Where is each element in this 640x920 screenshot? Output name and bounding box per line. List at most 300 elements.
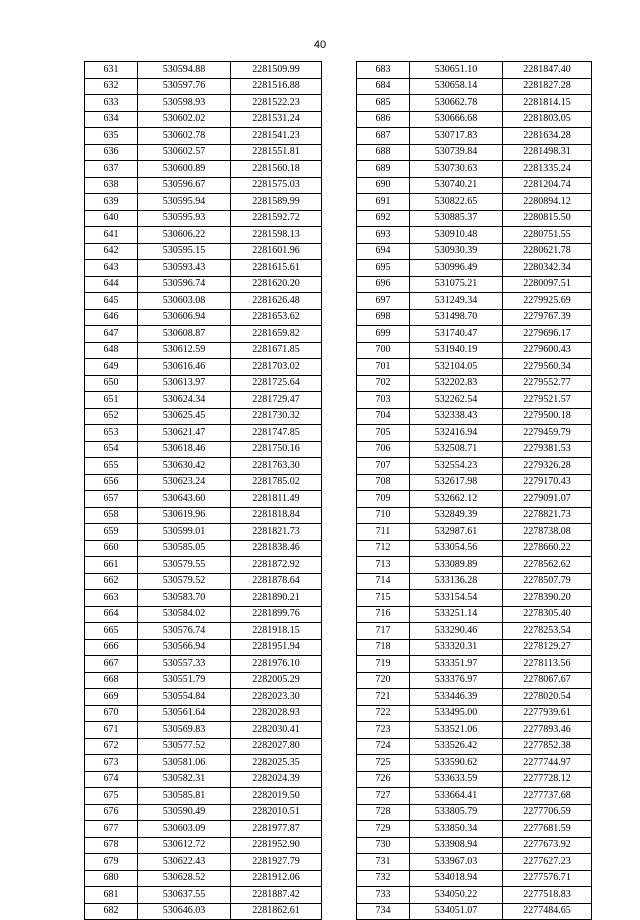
y-coordinate-cell: 2277893.46 [503, 722, 592, 739]
y-coordinate-cell: 2281730.32 [231, 408, 322, 425]
y-coordinate-cell: 2281522.23 [231, 95, 322, 112]
point-number-cell: 690 [357, 177, 410, 194]
x-coordinate-cell: 530594.88 [138, 62, 231, 79]
point-number-cell: 727 [357, 788, 410, 805]
point-number-cell: 656 [85, 474, 138, 491]
table-row [85, 392, 322, 409]
y-coordinate-cell: 2281541.23 [231, 128, 322, 145]
x-coordinate-cell: 534050.22 [410, 887, 503, 904]
y-coordinate-cell: 2279521.57 [503, 392, 592, 409]
point-number-cell: 692 [357, 210, 410, 227]
table-row [85, 606, 322, 623]
y-coordinate-cell: 2280621.78 [503, 243, 592, 260]
y-coordinate-cell: 2282028.93 [231, 705, 322, 722]
coordinates-table-left [84, 61, 322, 920]
x-coordinate-cell: 530554.84 [138, 689, 231, 706]
x-coordinate-cell: 531075.21 [410, 276, 503, 293]
point-number-cell: 669 [85, 689, 138, 706]
point-number-cell: 640 [85, 210, 138, 227]
y-coordinate-cell: 2281818.84 [231, 507, 322, 524]
table-row [85, 837, 322, 854]
table-row [85, 672, 322, 689]
point-number-cell: 664 [85, 606, 138, 623]
table-row [357, 524, 592, 541]
point-number-cell: 696 [357, 276, 410, 293]
x-coordinate-cell: 530597.76 [138, 78, 231, 95]
table-row [85, 441, 322, 458]
table-row [357, 458, 592, 475]
point-number-cell: 648 [85, 342, 138, 359]
x-coordinate-cell: 530579.55 [138, 557, 231, 574]
x-coordinate-cell: 530566.94 [138, 639, 231, 656]
point-number-cell: 680 [85, 870, 138, 887]
y-coordinate-cell: 2281551.81 [231, 144, 322, 161]
point-number-cell: 631 [85, 62, 138, 79]
table-row [85, 623, 322, 640]
table-row [357, 870, 592, 887]
point-number-cell: 659 [85, 524, 138, 541]
point-number-cell: 677 [85, 821, 138, 838]
y-coordinate-cell: 2281918.15 [231, 623, 322, 640]
point-number-cell: 668 [85, 672, 138, 689]
point-number-cell: 719 [357, 656, 410, 673]
table-row [85, 408, 322, 425]
y-coordinate-cell: 2282027.80 [231, 738, 322, 755]
table-row [357, 738, 592, 755]
y-coordinate-cell: 2278562.62 [503, 557, 592, 574]
point-number-cell: 643 [85, 260, 138, 277]
y-coordinate-cell: 2282030.41 [231, 722, 322, 739]
point-number-cell: 723 [357, 722, 410, 739]
x-coordinate-cell: 533664.41 [410, 788, 503, 805]
point-number-cell: 701 [357, 359, 410, 376]
point-number-cell: 666 [85, 639, 138, 656]
point-number-cell: 638 [85, 177, 138, 194]
point-number-cell: 730 [357, 837, 410, 854]
y-coordinate-cell: 2281560.18 [231, 161, 322, 178]
x-coordinate-cell: 533967.03 [410, 854, 503, 871]
table-row [85, 309, 322, 326]
y-coordinate-cell: 2277673.92 [503, 837, 592, 854]
x-coordinate-cell: 530590.49 [138, 804, 231, 821]
table-row [85, 276, 322, 293]
y-coordinate-cell: 2278305.40 [503, 606, 592, 623]
table-row [357, 276, 592, 293]
point-number-cell: 635 [85, 128, 138, 145]
table-row [85, 95, 322, 112]
table-row [85, 821, 322, 838]
table-row [85, 738, 322, 755]
x-coordinate-cell: 530621.47 [138, 425, 231, 442]
table-row [85, 177, 322, 194]
table-row [357, 194, 592, 211]
table-row [85, 326, 322, 343]
table-row [357, 837, 592, 854]
point-number-cell: 714 [357, 573, 410, 590]
y-coordinate-cell: 2282024.39 [231, 771, 322, 788]
x-coordinate-cell: 533089.89 [410, 557, 503, 574]
point-number-cell: 633 [85, 95, 138, 112]
x-coordinate-cell: 532617.98 [410, 474, 503, 491]
y-coordinate-cell: 2281951.94 [231, 639, 322, 656]
x-coordinate-cell: 531498.70 [410, 309, 503, 326]
point-number-cell: 637 [85, 161, 138, 178]
point-number-cell: 671 [85, 722, 138, 739]
y-coordinate-cell: 2278660.22 [503, 540, 592, 557]
table-row [357, 326, 592, 343]
point-number-cell: 676 [85, 804, 138, 821]
point-number-cell: 651 [85, 392, 138, 409]
y-coordinate-cell: 2281598.13 [231, 227, 322, 244]
table-row [357, 573, 592, 590]
point-number-cell: 713 [357, 557, 410, 574]
y-coordinate-cell: 2281615.61 [231, 260, 322, 277]
x-coordinate-cell: 530598.93 [138, 95, 231, 112]
y-coordinate-cell: 2278821.73 [503, 507, 592, 524]
point-number-cell: 720 [357, 672, 410, 689]
x-coordinate-cell: 530599.01 [138, 524, 231, 541]
table-row [85, 375, 322, 392]
point-number-cell: 674 [85, 771, 138, 788]
table-row [85, 425, 322, 442]
point-number-cell: 707 [357, 458, 410, 475]
point-number-cell: 721 [357, 689, 410, 706]
y-coordinate-cell: 2281747.85 [231, 425, 322, 442]
y-coordinate-cell: 2281872.92 [231, 557, 322, 574]
y-coordinate-cell: 2277484.65 [503, 903, 592, 920]
point-number-cell: 644 [85, 276, 138, 293]
x-coordinate-cell: 530623.24 [138, 474, 231, 491]
page-number: 40 [313, 39, 327, 51]
x-coordinate-cell: 530583.70 [138, 590, 231, 607]
y-coordinate-cell: 2281890.21 [231, 590, 322, 607]
y-coordinate-cell: 2281725.64 [231, 375, 322, 392]
x-coordinate-cell: 531940.19 [410, 342, 503, 359]
table-row [85, 342, 322, 359]
x-coordinate-cell: 532262.54 [410, 392, 503, 409]
point-number-cell: 691 [357, 194, 410, 211]
y-coordinate-cell: 2278738.08 [503, 524, 592, 541]
table-row [85, 144, 322, 161]
table-row [85, 656, 322, 673]
y-coordinate-cell: 2281589.99 [231, 194, 322, 211]
y-coordinate-cell: 2282019.50 [231, 788, 322, 805]
table-row [85, 689, 322, 706]
y-coordinate-cell: 2281509.99 [231, 62, 322, 79]
point-number-cell: 636 [85, 144, 138, 161]
y-coordinate-cell: 2281785.02 [231, 474, 322, 491]
y-coordinate-cell: 2281977.87 [231, 821, 322, 838]
point-number-cell: 646 [85, 309, 138, 326]
y-coordinate-cell: 2281659.82 [231, 326, 322, 343]
point-number-cell: 712 [357, 540, 410, 557]
x-coordinate-cell: 532987.61 [410, 524, 503, 541]
y-coordinate-cell: 2281516.88 [231, 78, 322, 95]
point-number-cell: 654 [85, 441, 138, 458]
x-coordinate-cell: 530618.46 [138, 441, 231, 458]
x-coordinate-cell: 530740.21 [410, 177, 503, 194]
y-coordinate-cell: 2278390.20 [503, 590, 592, 607]
y-coordinate-cell: 2279170.43 [503, 474, 592, 491]
y-coordinate-cell: 2278253.54 [503, 623, 592, 640]
x-coordinate-cell: 530596.67 [138, 177, 231, 194]
point-number-cell: 684 [357, 78, 410, 95]
table-row [357, 788, 592, 805]
y-coordinate-cell: 2281204.74 [503, 177, 592, 194]
table-row [357, 342, 592, 359]
x-coordinate-cell: 533446.39 [410, 689, 503, 706]
table-row [357, 656, 592, 673]
y-coordinate-cell: 2281814.15 [503, 95, 592, 112]
x-coordinate-cell: 530602.02 [138, 111, 231, 128]
y-coordinate-cell: 2281592.72 [231, 210, 322, 227]
table-row [85, 771, 322, 788]
x-coordinate-cell: 530996.49 [410, 260, 503, 277]
x-coordinate-cell: 530595.94 [138, 194, 231, 211]
x-coordinate-cell: 533805.79 [410, 804, 503, 821]
table-row [357, 425, 592, 442]
x-coordinate-cell: 530602.57 [138, 144, 231, 161]
y-coordinate-cell: 2282005.29 [231, 672, 322, 689]
point-number-cell: 670 [85, 705, 138, 722]
x-coordinate-cell: 533908.94 [410, 837, 503, 854]
y-coordinate-cell: 2279696.17 [503, 326, 592, 343]
y-coordinate-cell: 2281671.85 [231, 342, 322, 359]
table-row [357, 804, 592, 821]
y-coordinate-cell: 2281653.62 [231, 309, 322, 326]
table-row [85, 573, 322, 590]
x-coordinate-cell: 532202.83 [410, 375, 503, 392]
x-coordinate-cell: 530585.81 [138, 788, 231, 805]
point-number-cell: 697 [357, 293, 410, 310]
table-row [357, 210, 592, 227]
x-coordinate-cell: 530603.08 [138, 293, 231, 310]
table-row [357, 672, 592, 689]
point-number-cell: 734 [357, 903, 410, 920]
x-coordinate-cell: 530612.72 [138, 837, 231, 854]
table-row [85, 887, 322, 904]
x-coordinate-cell: 532554.23 [410, 458, 503, 475]
x-coordinate-cell: 530613.97 [138, 375, 231, 392]
point-number-cell: 686 [357, 111, 410, 128]
point-number-cell: 715 [357, 590, 410, 607]
point-number-cell: 709 [357, 491, 410, 508]
point-number-cell: 728 [357, 804, 410, 821]
x-coordinate-cell: 533850.34 [410, 821, 503, 838]
x-coordinate-cell: 530628.52 [138, 870, 231, 887]
y-coordinate-cell: 2281729.47 [231, 392, 322, 409]
x-coordinate-cell: 530739.84 [410, 144, 503, 161]
x-coordinate-cell: 533320.31 [410, 639, 503, 656]
point-number-cell: 726 [357, 771, 410, 788]
x-coordinate-cell: 530625.45 [138, 408, 231, 425]
y-coordinate-cell: 2281335.24 [503, 161, 592, 178]
table-row [85, 557, 322, 574]
point-number-cell: 716 [357, 606, 410, 623]
table-row [357, 227, 592, 244]
table-row [85, 788, 322, 805]
x-coordinate-cell: 530557.33 [138, 656, 231, 673]
x-coordinate-cell: 530608.87 [138, 326, 231, 343]
point-number-cell: 732 [357, 870, 410, 887]
y-coordinate-cell: 2281952.90 [231, 837, 322, 854]
point-number-cell: 642 [85, 243, 138, 260]
y-coordinate-cell: 2280894.12 [503, 194, 592, 211]
point-number-cell: 649 [85, 359, 138, 376]
y-coordinate-cell: 2278020.54 [503, 689, 592, 706]
point-number-cell: 699 [357, 326, 410, 343]
x-coordinate-cell: 530730.63 [410, 161, 503, 178]
x-coordinate-cell: 533633.59 [410, 771, 503, 788]
table-row [85, 722, 322, 739]
table-row [85, 194, 322, 211]
point-number-cell: 717 [357, 623, 410, 640]
x-coordinate-cell: 530593.43 [138, 260, 231, 277]
table-row [357, 128, 592, 145]
x-coordinate-cell: 530643.60 [138, 491, 231, 508]
y-coordinate-cell: 2277627.23 [503, 854, 592, 871]
x-coordinate-cell: 530666.68 [410, 111, 503, 128]
y-coordinate-cell: 2281575.03 [231, 177, 322, 194]
point-number-cell: 694 [357, 243, 410, 260]
x-coordinate-cell: 531249.34 [410, 293, 503, 310]
table-row [357, 903, 592, 920]
x-coordinate-cell: 532416.94 [410, 425, 503, 442]
table-row [357, 309, 592, 326]
table-row [357, 755, 592, 772]
y-coordinate-cell: 2281763.30 [231, 458, 322, 475]
x-coordinate-cell: 530930.39 [410, 243, 503, 260]
point-number-cell: 673 [85, 755, 138, 772]
x-coordinate-cell: 530822.65 [410, 194, 503, 211]
x-coordinate-cell: 530595.15 [138, 243, 231, 260]
y-coordinate-cell: 2279326.28 [503, 458, 592, 475]
point-number-cell: 688 [357, 144, 410, 161]
table-row [357, 161, 592, 178]
table-row [357, 507, 592, 524]
x-coordinate-cell: 530637.55 [138, 887, 231, 904]
table-row [357, 887, 592, 904]
point-number-cell: 733 [357, 887, 410, 904]
x-coordinate-cell: 530584.02 [138, 606, 231, 623]
x-coordinate-cell: 533351.97 [410, 656, 503, 673]
x-coordinate-cell: 530585.05 [138, 540, 231, 557]
y-coordinate-cell: 2281976.10 [231, 656, 322, 673]
x-coordinate-cell: 532338.43 [410, 408, 503, 425]
y-coordinate-cell: 2281878.64 [231, 573, 322, 590]
point-number-cell: 661 [85, 557, 138, 574]
point-number-cell: 679 [85, 854, 138, 871]
x-coordinate-cell: 532104.05 [410, 359, 503, 376]
y-coordinate-cell: 2280815.50 [503, 210, 592, 227]
x-coordinate-cell: 533251.14 [410, 606, 503, 623]
point-number-cell: 702 [357, 375, 410, 392]
table-row [85, 243, 322, 260]
y-coordinate-cell: 2278067.67 [503, 672, 592, 689]
x-coordinate-cell: 532662.12 [410, 491, 503, 508]
x-coordinate-cell: 530551.79 [138, 672, 231, 689]
x-coordinate-cell: 530569.83 [138, 722, 231, 739]
y-coordinate-cell: 2281703.02 [231, 359, 322, 376]
x-coordinate-cell: 530582.31 [138, 771, 231, 788]
table-row [357, 623, 592, 640]
table-row [357, 408, 592, 425]
x-coordinate-cell: 530662.78 [410, 95, 503, 112]
point-number-cell: 645 [85, 293, 138, 310]
y-coordinate-cell: 2278507.79 [503, 573, 592, 590]
table-row [85, 227, 322, 244]
x-coordinate-cell: 533590.62 [410, 755, 503, 772]
point-number-cell: 657 [85, 491, 138, 508]
y-coordinate-cell: 2277706.59 [503, 804, 592, 821]
x-coordinate-cell: 530606.22 [138, 227, 231, 244]
y-coordinate-cell: 2281601.96 [231, 243, 322, 260]
y-coordinate-cell: 2279500.18 [503, 408, 592, 425]
point-number-cell: 695 [357, 260, 410, 277]
table-row [85, 804, 322, 821]
point-number-cell: 672 [85, 738, 138, 755]
point-number-cell: 725 [357, 755, 410, 772]
y-coordinate-cell: 2278113.56 [503, 656, 592, 673]
y-coordinate-cell: 2280097.51 [503, 276, 592, 293]
x-coordinate-cell: 530651.10 [410, 62, 503, 79]
y-coordinate-cell: 2280342.34 [503, 260, 592, 277]
point-number-cell: 660 [85, 540, 138, 557]
point-number-cell: 652 [85, 408, 138, 425]
x-coordinate-cell: 533495.00 [410, 705, 503, 722]
table-row [85, 78, 322, 95]
x-coordinate-cell: 534018.94 [410, 870, 503, 887]
x-coordinate-cell: 533290.46 [410, 623, 503, 640]
y-coordinate-cell: 2281498.31 [503, 144, 592, 161]
table-row [357, 293, 592, 310]
x-coordinate-cell: 530630.42 [138, 458, 231, 475]
table-row [85, 293, 322, 310]
x-coordinate-cell: 530581.06 [138, 755, 231, 772]
point-number-cell: 693 [357, 227, 410, 244]
y-coordinate-cell: 2281811.49 [231, 491, 322, 508]
table-row [357, 359, 592, 376]
table-row [357, 144, 592, 161]
y-coordinate-cell: 2281821.73 [231, 524, 322, 541]
x-coordinate-cell: 531740.47 [410, 326, 503, 343]
y-coordinate-cell: 2281862.61 [231, 903, 322, 920]
table-row [85, 128, 322, 145]
table-row [357, 722, 592, 739]
x-coordinate-cell: 532508.71 [410, 441, 503, 458]
y-coordinate-cell: 2279381.53 [503, 441, 592, 458]
x-coordinate-cell: 530612.59 [138, 342, 231, 359]
y-coordinate-cell: 2281803.05 [503, 111, 592, 128]
point-number-cell: 634 [85, 111, 138, 128]
point-number-cell: 703 [357, 392, 410, 409]
y-coordinate-cell: 2281750.16 [231, 441, 322, 458]
x-coordinate-cell: 533521.06 [410, 722, 503, 739]
point-number-cell: 722 [357, 705, 410, 722]
point-number-cell: 698 [357, 309, 410, 326]
table-row [357, 771, 592, 788]
x-coordinate-cell: 530561.64 [138, 705, 231, 722]
table-row [357, 260, 592, 277]
table-row [357, 95, 592, 112]
point-number-cell: 687 [357, 128, 410, 145]
table-row [357, 474, 592, 491]
table-row [357, 177, 592, 194]
x-coordinate-cell: 530658.14 [410, 78, 503, 95]
table-row [357, 392, 592, 409]
point-number-cell: 650 [85, 375, 138, 392]
x-coordinate-cell: 530646.03 [138, 903, 231, 920]
